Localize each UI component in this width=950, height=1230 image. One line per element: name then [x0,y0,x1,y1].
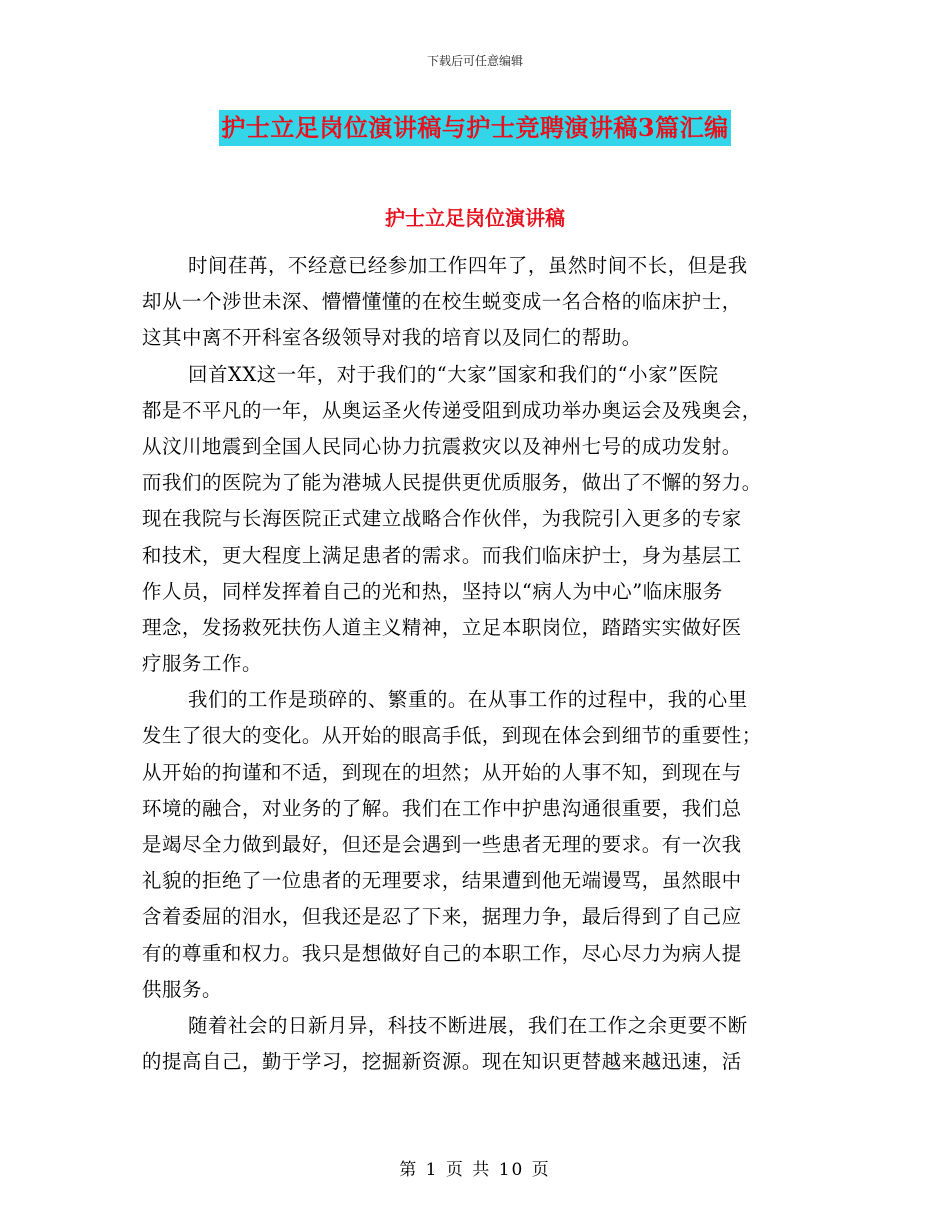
text-line: 都是不平凡的一年，从奥运圣火传递受阻到成功举办奥运会及残奥会， [142,398,762,422]
text-line: 发生了很大的变化。从开始的眼高手低，到现在体会到细节的重要性； [142,724,762,748]
page-footer: 第 1 页 共 10 页 [399,1160,551,1180]
text-line: 现在我院与长海医院正式建立战略合作伙伴，为我院引入更多的专家 [142,507,742,531]
text-line: 作人员，同样发挥着自己的光和热，坚持以“病人为中心”临床服务 [142,579,723,603]
section-title: 护士立足岗位演讲稿 [385,206,565,230]
text-line: 和技术，更大程度上满足患者的需求。而我们临床护士，身为基层工 [142,543,742,567]
text-line: 随着社会的日新月异，科技不断进展，我们在工作之余更要不断 [188,1013,748,1037]
text-line: 我们的工作是琐碎的、繁重的。在从事工作的过程中，我的心里 [188,688,748,712]
header-note: 下载后可任意编辑 [426,54,523,68]
text-line: 含着委屈的泪水，但我还是忍了下来，据理力争，最后得到了自己应 [142,905,742,929]
document-title: 护士立足岗位演讲稿与护士竞聘演讲稿3篇汇编 [219,110,730,146]
text-line: 疗服务工作。 [142,652,262,676]
text-line: 环境的融合，对业务的了解。我们在工作中护患沟通很重要，我们总 [142,796,742,820]
text-line: 从汶川地震到全国人民同心协力抗震救灾以及神州七号的成功发射。 [142,434,742,458]
text-line: 而我们的医院为了能为港城人民提供更优质服务，做出了不懈的努力。 [142,471,762,495]
text-line: 从开始的拘谨和不适，到现在的坦然；从开始的人事不知，到现在与 [142,760,742,784]
document-title-container [0,110,950,146]
text-line: 供服务。 [142,977,222,1001]
text-line: 理念，发扬救死扶伤人道主义精神，立足本职岗位，踏踏实实做好医 [142,615,742,639]
text-line: 回首XX这一年，对于我们的“大家”国家和我们的“小家”医院 [188,362,719,386]
body-text [142,248,810,1080]
text-line: 时间荏苒，不经意已经参加工作四年了，虽然时间不长，但是我 [188,254,748,277]
text-line: 的提高自己，勤于学习，挖掘新资源。现在知识更替越来越迅速，活 [142,1050,742,1074]
text-line: 礼貌的拒绝了一位患者的无理要求，结果遭到他无端谩骂，虽然眼中 [142,869,742,893]
text-line: 却从一个涉世未深、懵懵懂懂的在校生蜕变成一名合格的临床护士， [142,290,742,314]
text-line: 是竭尽全力做到最好，但还是会遇到一些患者无理的要求。有一次我 [142,833,742,856]
text-line: 这其中离不开科室各级领导对我的培育以及同仁的帮助。 [142,326,642,350]
text-line: 有的尊重和权力。我只是想做好自己的本职工作，尽心尽力为病人提 [142,941,742,965]
